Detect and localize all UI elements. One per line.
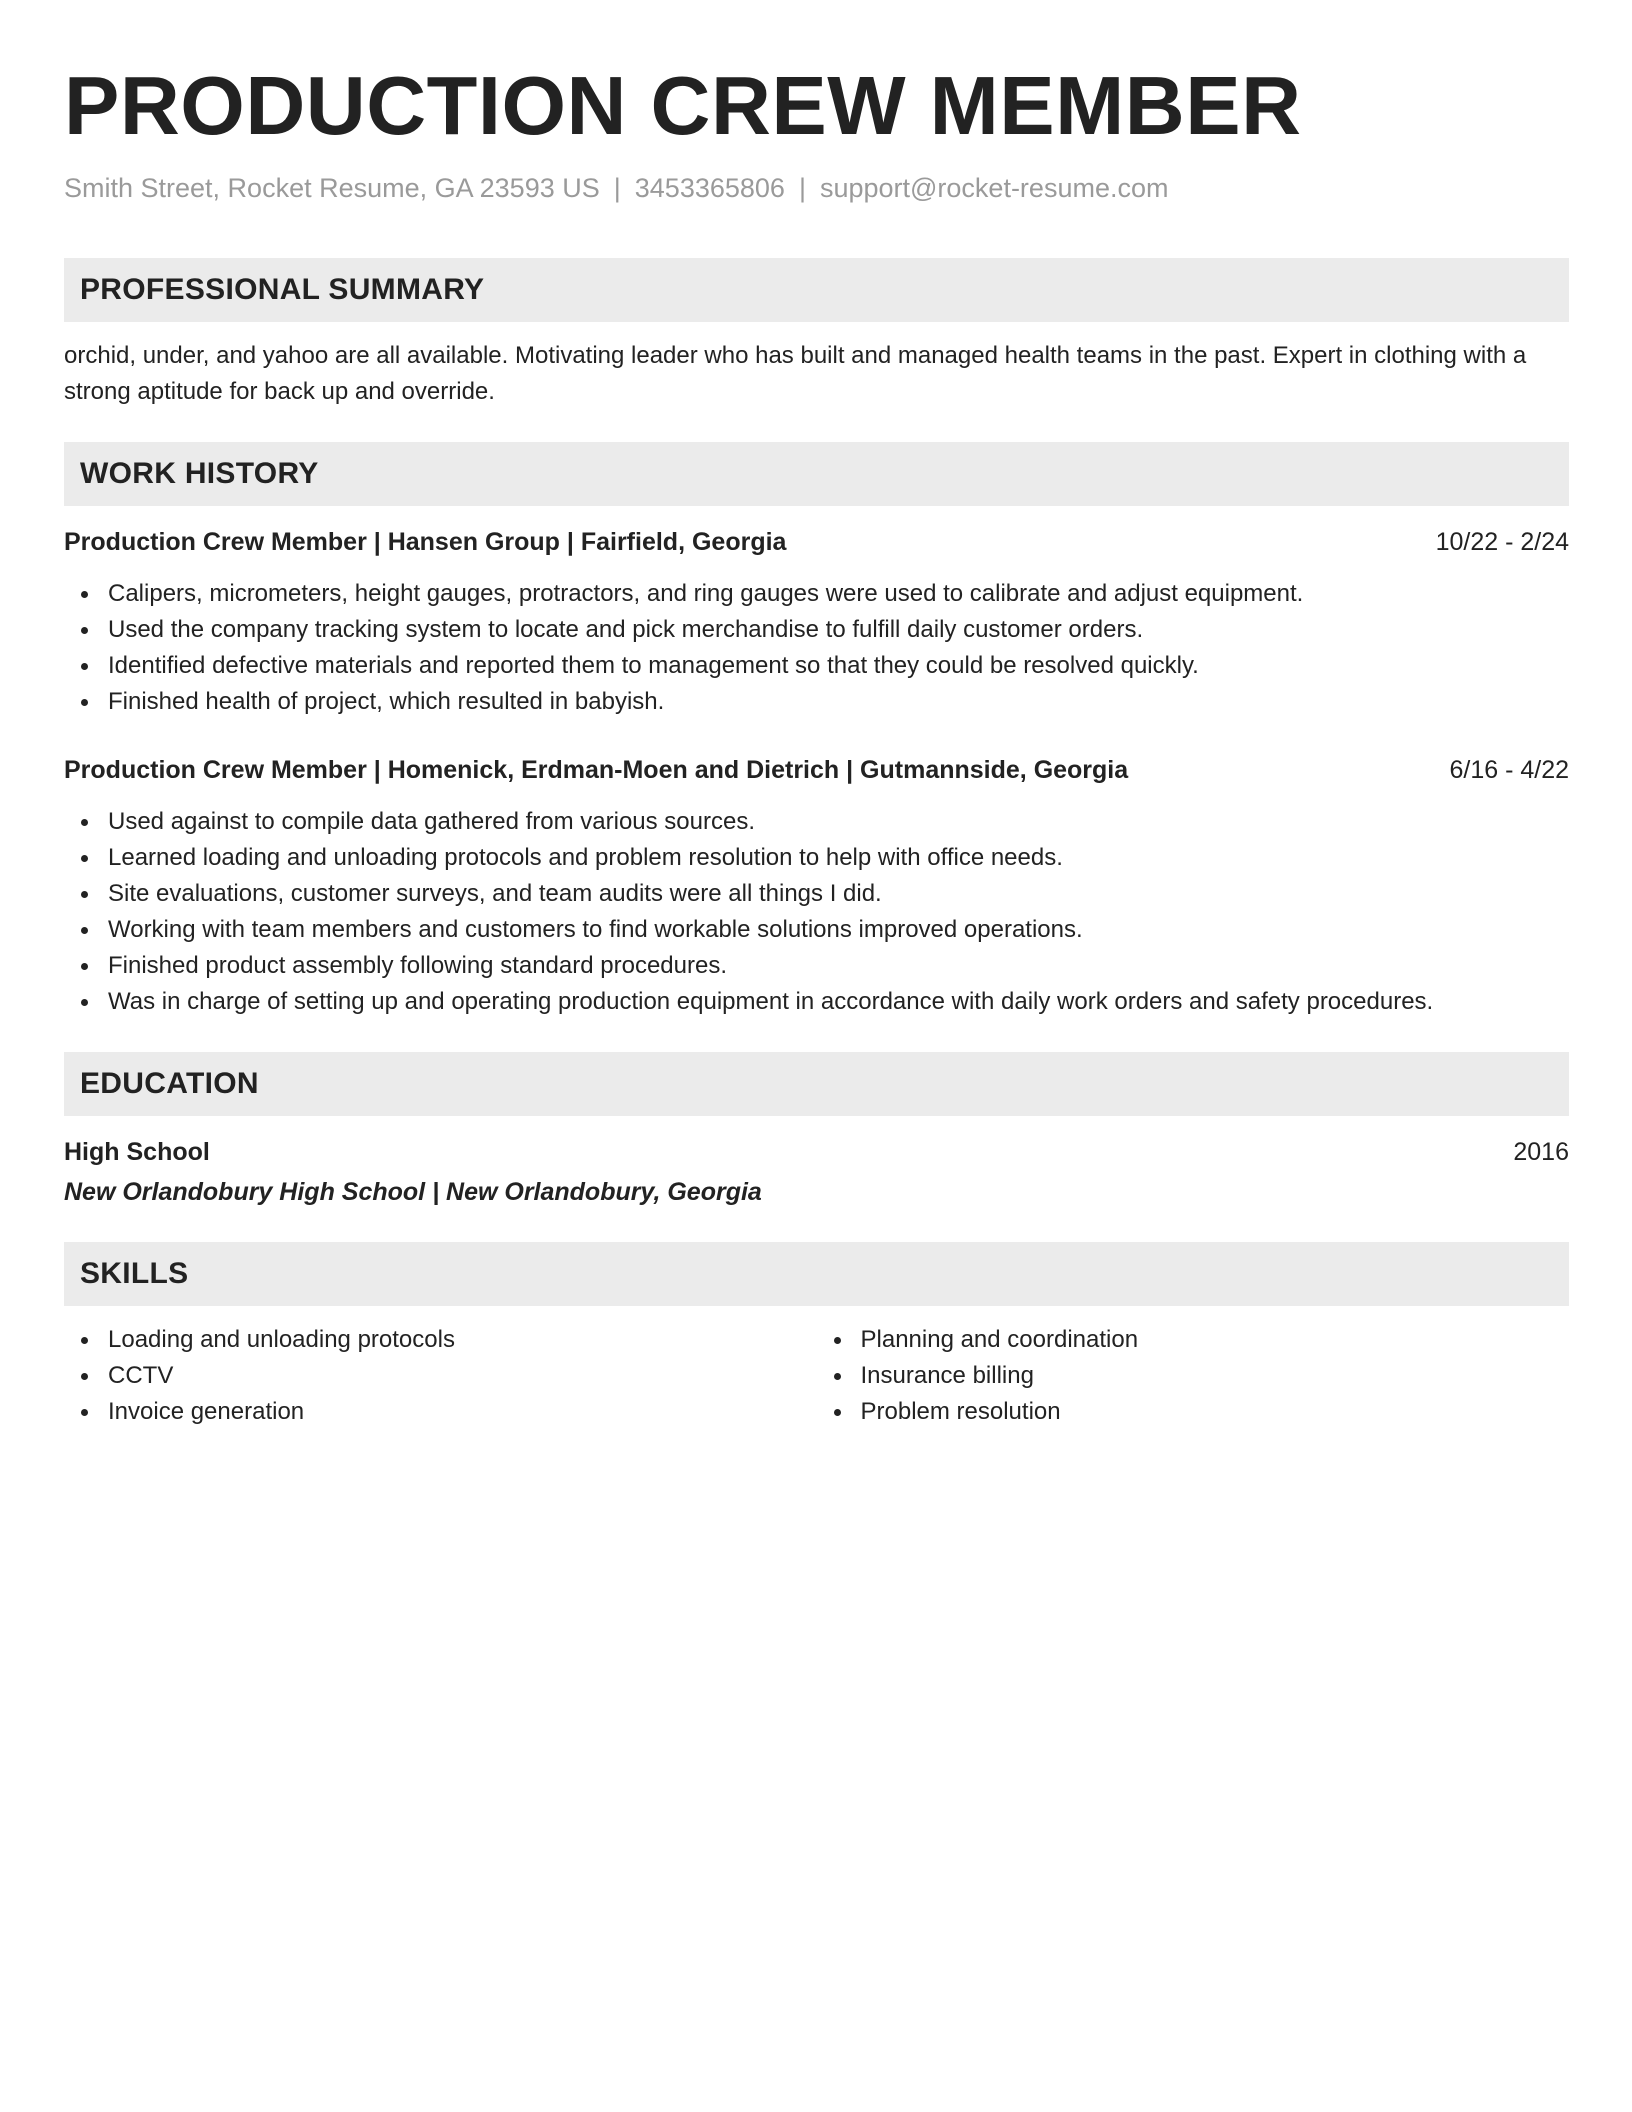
job-header — [64, 524, 1569, 560]
job-dates: 6/16 - 4/22 — [1449, 756, 1569, 784]
summary-heading: PROFESSIONAL SUMMARY — [64, 258, 1569, 322]
education-year: 2016 — [1513, 1138, 1569, 1166]
education-school: New Orlandobury High School | New Orlandobury, Georgia — [64, 1178, 762, 1206]
job-bullets — [64, 804, 1569, 1020]
skill-item: Problem resolution — [861, 1394, 1570, 1430]
job-bullet: Calipers, micrometers, height gauges, protractors, and ring gauges were used to calibrate and adjust equipment. — [108, 576, 1569, 612]
job-header — [64, 752, 1569, 788]
skill-item: Invoice generation — [108, 1394, 817, 1430]
job-bullet: Finished product assembly following standard procedures. — [108, 948, 1569, 984]
contact-email: support@rocket-resume.com — [819, 173, 1169, 203]
skill-item: Loading and unloading protocols — [108, 1322, 817, 1358]
job-title: Production Crew Member | Homenick, Erdman-Moen and Dietrich | Gutmannside, Georgia — [64, 756, 1129, 784]
job-bullet: Identified defective materials and reported them to management so that they could be resolved quickly. — [108, 648, 1569, 684]
job-title: Production Crew Member | Hansen Group | Fairfield, Georgia — [64, 528, 787, 556]
contact-separator: | — [798, 173, 806, 203]
skills-heading: SKILLS — [64, 1242, 1569, 1306]
contact-line — [64, 170, 1569, 206]
contact-separator: | — [613, 173, 621, 203]
skill-item: Planning and coordination — [861, 1322, 1570, 1358]
candidate-name: PRODUCTION CREW MEMBER — [64, 59, 1302, 152]
job-bullet: Used the company tracking system to locate and pick merchandise to fulfill daily customer orders. — [108, 612, 1569, 648]
skill-item: Insurance billing — [861, 1358, 1570, 1394]
skill-item: CCTV — [108, 1358, 817, 1394]
job-bullets — [64, 576, 1569, 720]
skills-list-left — [64, 1322, 817, 1430]
contact-phone: 3453365806 — [634, 173, 785, 203]
job-bullet: Finished health of project, which resulted in babyish. — [108, 684, 1569, 720]
contact-address: Smith Street, Rocket Resume, GA 23593 US — [64, 173, 600, 203]
job-bullet: Learned loading and unloading protocols and problem resolution to help with office needs. — [108, 840, 1569, 876]
job-entry — [64, 752, 1569, 1020]
summary-text: orchid, under, and yahoo are all available. Motivating leader who has built and managed health teams in the past. Expert in clothing with a strong aptitude for back up and override. — [64, 342, 1527, 405]
skills-columns — [64, 1322, 1569, 1430]
job-bullet: Was in charge of setting up and operating production equipment in accordance with daily work orders and safety procedures. — [108, 984, 1569, 1020]
education-header — [64, 1134, 1569, 1170]
education-heading: EDUCATION — [64, 1052, 1569, 1116]
work-history-heading: WORK HISTORY — [64, 442, 1569, 506]
skills-list-right — [817, 1322, 1570, 1430]
job-bullet: Site evaluations, customer surveys, and team audits were all things I did. — [108, 876, 1569, 912]
job-dates: 10/22 - 2/24 — [1435, 528, 1569, 556]
job-bullet: Working with team members and customers to find workable solutions improved operations. — [108, 912, 1569, 948]
job-bullet: Used against to compile data gathered from various sources. — [108, 804, 1569, 840]
education-degree: High School — [64, 1138, 210, 1166]
job-entry — [64, 524, 1569, 720]
